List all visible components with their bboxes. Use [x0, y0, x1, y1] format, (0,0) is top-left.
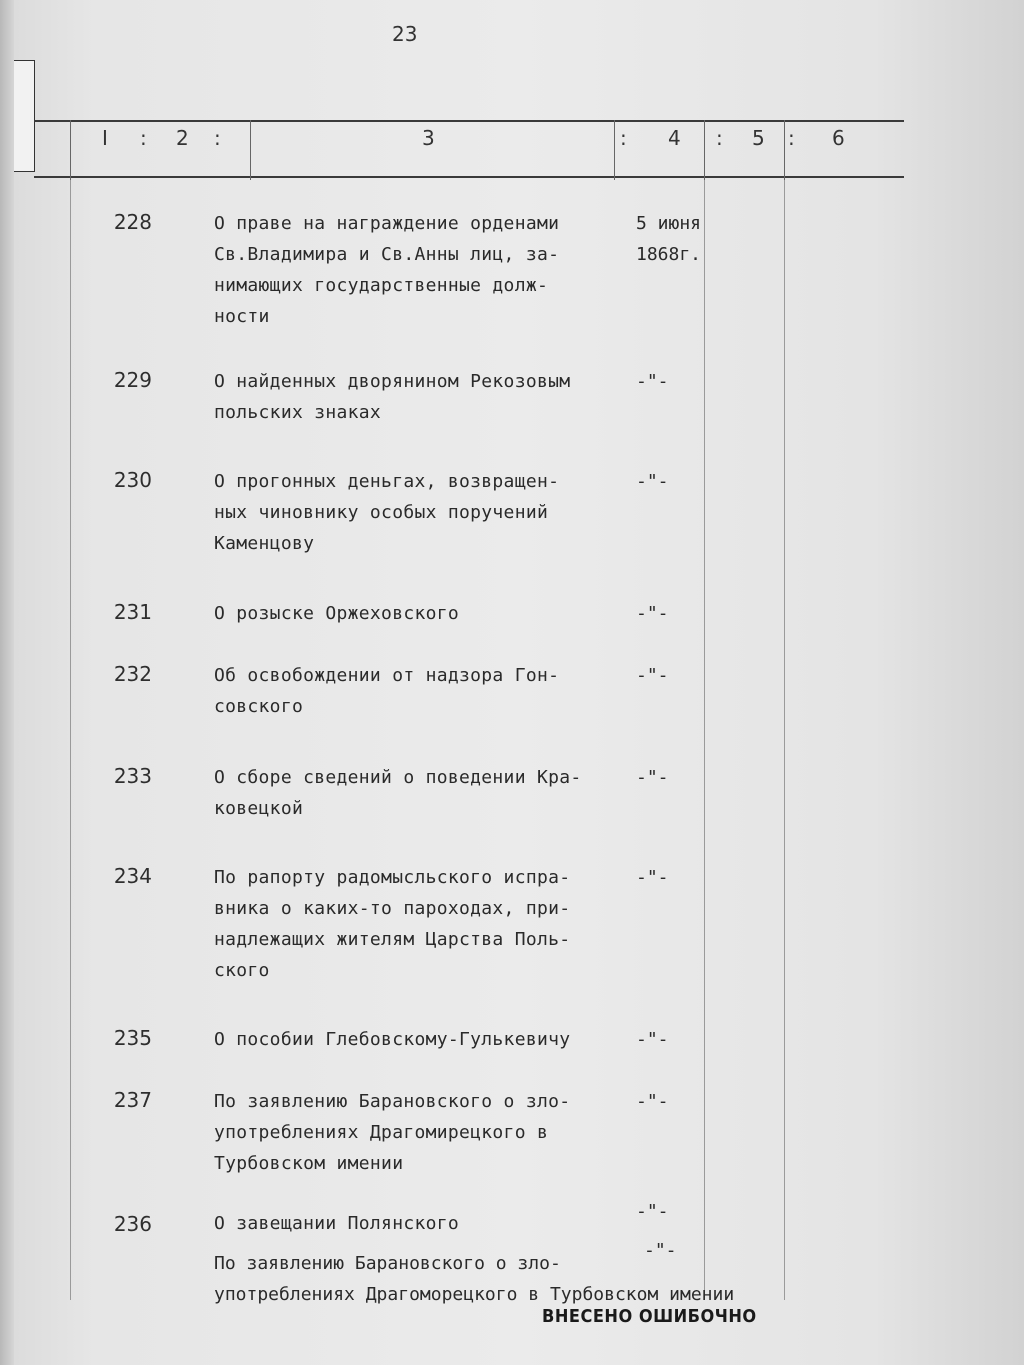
col-header-6: 6	[832, 126, 845, 150]
col-sep: :	[620, 126, 627, 150]
entry-title: О праве на награждение орденами Св.Владимира и Св.Анны лиц, за- нимающих государственные долж- ности	[214, 213, 560, 327]
entry-number: 236	[113, 1212, 152, 1236]
entry-date: -"-	[636, 767, 669, 788]
column-rule	[784, 120, 785, 180]
entry-number: 231	[113, 600, 152, 624]
column-rule	[704, 120, 705, 180]
entry-title: О найденных дворянином Рекозовым польских знаках	[214, 371, 571, 423]
entry-title: О завещании Полянского	[214, 1213, 460, 1234]
column-rule	[784, 180, 785, 1300]
header-bottom-line	[34, 176, 904, 178]
entry-title: Об освобождении от надзора Гон- совского	[214, 665, 560, 717]
entry-title: О пособии Глебовскому-Гулькевичу	[214, 1029, 571, 1050]
entry-date: -"-	[636, 1029, 669, 1050]
entry-title: По заявлению Барановского о зло- употреблениях Драгомирецкого в Турбовском имении	[214, 1091, 571, 1174]
column-rule	[704, 180, 705, 1300]
col-sep: :	[788, 126, 795, 150]
entry-date: -"-	[636, 471, 669, 492]
entry-number: 229	[113, 368, 152, 392]
column-rule	[70, 120, 71, 180]
col-header-2: 2	[176, 126, 189, 150]
entry-date: -"-	[636, 371, 669, 392]
entry-date: -"-	[636, 603, 669, 624]
struck-entry-text: По заявлению Барановского о зло- употреблениях Драгоморецкого в Турбовском имении	[214, 1253, 735, 1305]
entry-title: По рапорту радомысльского испра- вника о каких-то пароходах, при- надлежащих жителям Царства Поль- ского	[214, 867, 571, 981]
entry-number: 232	[113, 662, 152, 686]
column-rule	[70, 180, 71, 1300]
entry-title: О розыске Оржеховского	[214, 603, 460, 624]
entry-date: 5 июня 1868г.	[636, 213, 702, 265]
error-stamp: ВНЕСЕНО ОШИБОЧНО	[542, 1306, 757, 1327]
col-sep: :	[214, 126, 221, 150]
entry-title: О сборе сведений о поведении Кра- ковецкой	[214, 767, 582, 819]
col-sep: :	[716, 126, 723, 150]
col-header-5: 5	[752, 126, 765, 150]
page-number: 23	[392, 22, 418, 46]
entry-number: 228	[113, 210, 152, 234]
entry-date: -"-	[636, 665, 669, 686]
col-header-4: 4	[668, 126, 681, 150]
entry-number: 234	[113, 864, 152, 888]
document-page	[14, 0, 1024, 1365]
entry-title: О прогонных деньгах, возвращен- ных чиновнику особых поручений Каменцову	[214, 471, 560, 554]
column-rule	[250, 120, 251, 180]
entry-number: 235	[113, 1026, 152, 1050]
column-rule	[614, 120, 615, 180]
entry-number: 233	[113, 764, 152, 788]
col-header-3: 3	[422, 126, 435, 150]
page-edge	[0, 0, 14, 1365]
entry-date: -"-	[636, 867, 669, 888]
entry-date: -"-	[636, 1091, 669, 1112]
entry-number: 237	[113, 1088, 152, 1112]
header-top-line	[34, 120, 904, 122]
entry-number: 230	[113, 468, 152, 492]
struck-entry-date: -"-	[644, 1240, 677, 1261]
col-sep: :	[140, 126, 147, 150]
entry-date: -"-	[636, 1201, 669, 1222]
side-tab	[14, 60, 35, 172]
col-header-1: I	[102, 126, 108, 150]
